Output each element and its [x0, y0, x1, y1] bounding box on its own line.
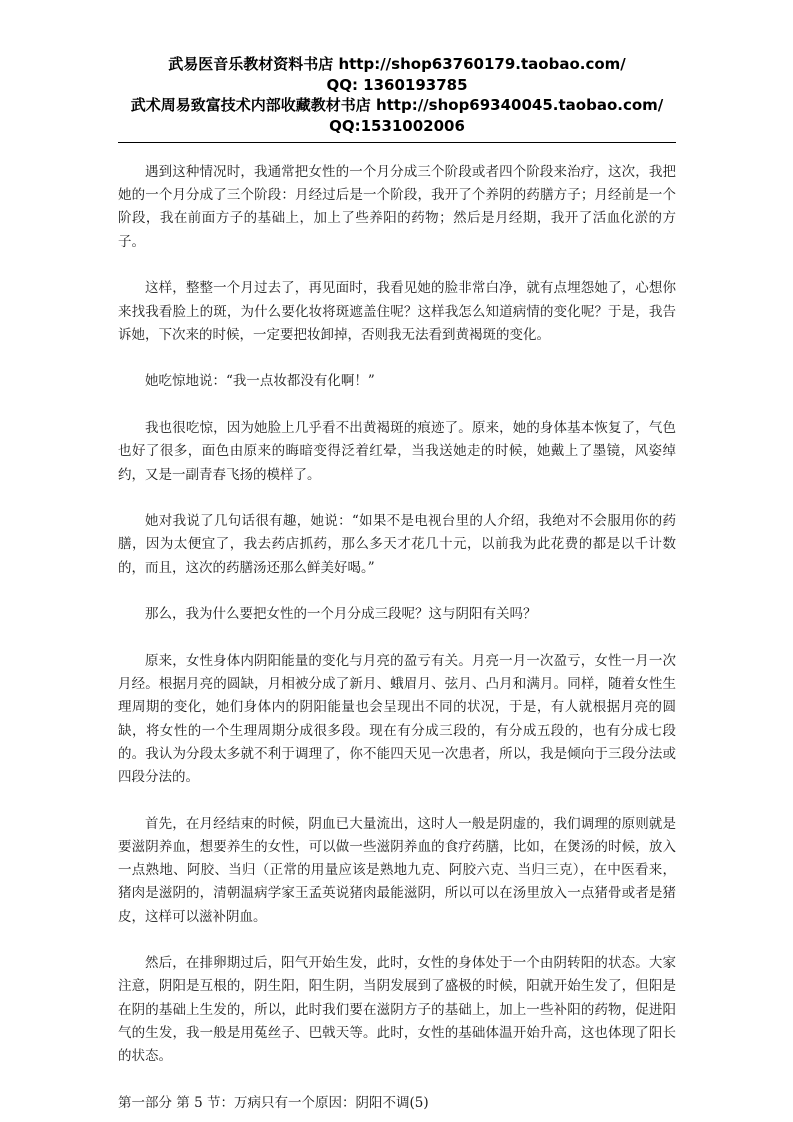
- header-qq-line-2: QQ:1531002006: [329, 116, 465, 135]
- paragraph: 我也很吃惊，因为她脸上几乎看不出黄褐斑的痕迹了。原来，她的身体基本恢复了，气色也好了很多，面色由原来的晦暗变得泛着红晕，当我送她走的时候，她戴上了墨镜，风姿绰约，又是一副青春飞扬的模样了。: [118, 420, 676, 483]
- paragraph: 这样，整整一个月过去了，再见面时，我看见她的脸非常白净，就有点埋怨她了，心想你来找我看脸上的斑，为什么要化妆将斑遮盖住呢？这样我怎么知道病情的变化呢？于是，我告诉她，下次来的时候，一定要把妆卸掉，否则我无法看到黄褐斑的变化。: [118, 280, 676, 343]
- paragraph: 遇到这种情况时，我通常把女性的一个月分成三个阶段或者四个阶段来治疗，这次，我把她的一个月分成了三个阶段：月经过后是一个阶段，我开了个养阴的药膳方子；月经前是一个阶段，我在前面方子的基础上，加上了些养阳的药物；然后是月经期，我开了活血化淤的方子。: [118, 164, 676, 250]
- paragraph: 然后，在排卵期过后，阳气开始生发，此时，女性的身体处于一个由阴转阳的状态。大家注意，阴阳是互根的，阴生阳，阳生阴，当阴发展到了盛极的时候，阳就开始生发了，但阳是在阴的基础上生发的，所以，此时我们要在滋阴方子的基础上，加上一些补阳的药物，促进阳气的生发，我一般是用菟丝子、巴戟天等。此时，女性的基础体温开始升高，这也体现了阳长的状态。: [118, 955, 676, 1065]
- paragraph: 首先，在月经结束的时候，阴血已大量流出，这时人一般是阴虚的，我们调理的原则就是要滋阴养血，想要养生的女性，可以做一些滋阴养血的食疗药膳，比如，在煲汤的时候，放入一点熟地、阿胶、当归（正常的用量应该是熟地九克、阿胶六克、当归三克），在中医看来，猪肉是滋阴的，清朝温病学家王孟英说猪肉最能滋阴，所以可以在汤里放入一点猪骨或者是猪皮，这样可以滋补阴血。: [118, 815, 676, 925]
- paragraph: 那么，我为什么要把女性的一个月分成三段呢？这与阴阳有关吗？: [145, 606, 537, 623]
- header-shop-line-1: 武易医音乐教材资料书店 http://shop63760179.taobao.com/: [168, 55, 626, 73]
- paragraph: 她吃惊地说：“我一点妆都没有化啊！”: [145, 373, 375, 390]
- paragraph: 原来，女性身体内阴阳能量的变化与月亮的盈亏有关。月亮一月一次盈亏，女性一月一次月经。根据月亮的圆缺，月相被分成了新月、蛾眉月、弦月、凸月和满月。同样，随着女性生理周期的变化，她们身体内的阴阳能量也会呈现出不同的状况，于是，有人就根据月亮的圆缺，将女性的一个生理周期分成很多段。现在有分成三段的，有分成五段的，也有分成七段的。我认为分段太多就不利于调理了，你不能四天见一次患者，所以，我是倾向于三段分法或四段分法的。: [118, 653, 676, 786]
- header-qq-line-1: QQ: 1360193785: [326, 75, 468, 94]
- page-header: [118, 54, 676, 136]
- body-text: [118, 161, 676, 1115]
- header-shop-line-2: 武术周易致富技术内部收藏教材书店 http://shop69340045.taobao.com/: [130, 96, 664, 114]
- header-divider: [118, 142, 676, 143]
- section-title: 第一部分 第 5 节：万病只有一个原因：阴阳不调(5): [118, 1094, 429, 1111]
- paragraph: 她对我说了几句话很有趣，她说：“如果不是电视台里的人介绍，我绝对不会服用你的药膳，因为太便宜了，我去药店抓药，那么多天才花几十元，以前我为此花费的都是以千计数的，而且，这次的药膳汤还那么鲜美好喝。”: [118, 513, 676, 576]
